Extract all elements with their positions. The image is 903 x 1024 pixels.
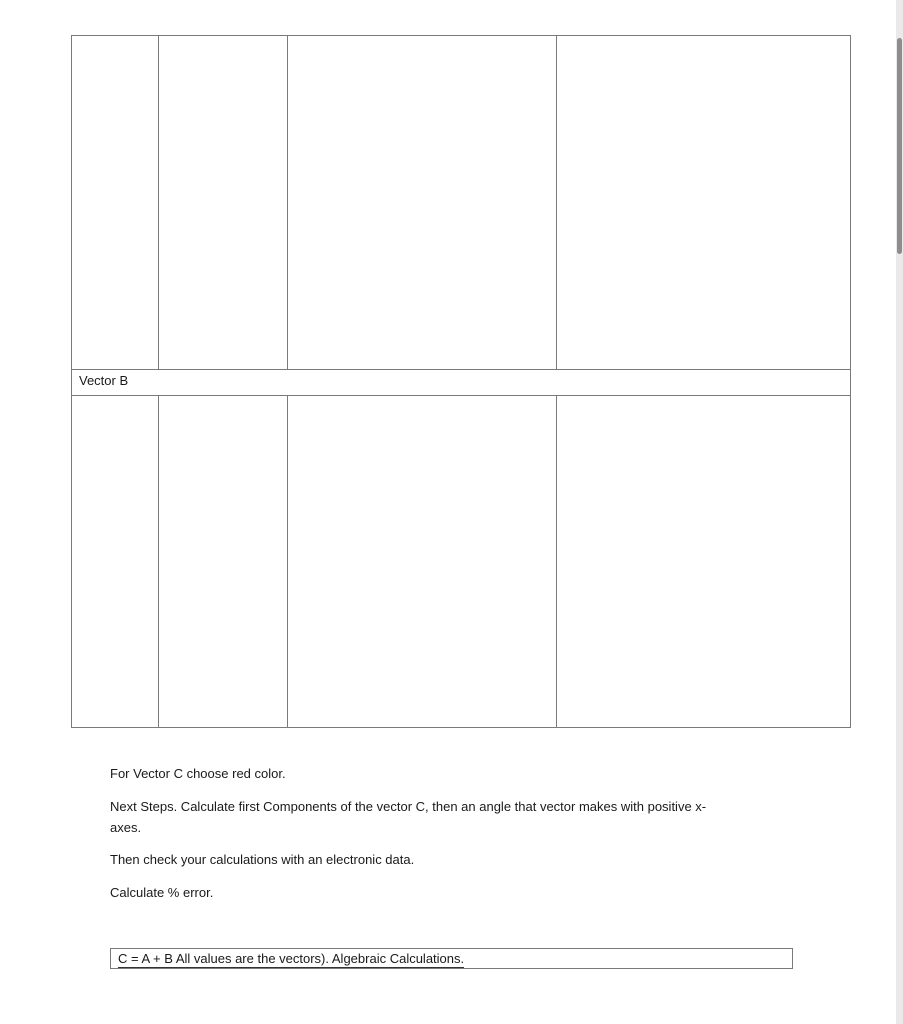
row-divider (72, 395, 850, 396)
scrollbar[interactable] (896, 0, 903, 1024)
formula-box (110, 948, 793, 969)
vector-b-label: Vector B (79, 373, 129, 388)
instruction-check: Then check your calculations with an electronic data. (110, 852, 415, 867)
instruction-vector-c-color: For Vector C choose red color. (110, 766, 286, 781)
instruction-next-steps-cont: axes. (110, 820, 142, 835)
column-divider (287, 395, 288, 727)
row-divider (72, 369, 850, 370)
vector-table (71, 35, 851, 728)
instruction-next-steps: Next Steps. Calculate first Components of the vector C, then an angle that vector makes with positive x- (110, 799, 707, 814)
column-divider (158, 395, 159, 727)
instruction-error: Calculate % error. (110, 885, 214, 900)
column-divider (287, 36, 288, 369)
column-divider (556, 395, 557, 727)
formula-text: C = A + B All values are the vectors). Algebraic Calculations. (118, 951, 465, 966)
column-divider (556, 36, 557, 369)
scrollbar-thumb[interactable] (897, 38, 902, 254)
column-divider (158, 36, 159, 369)
